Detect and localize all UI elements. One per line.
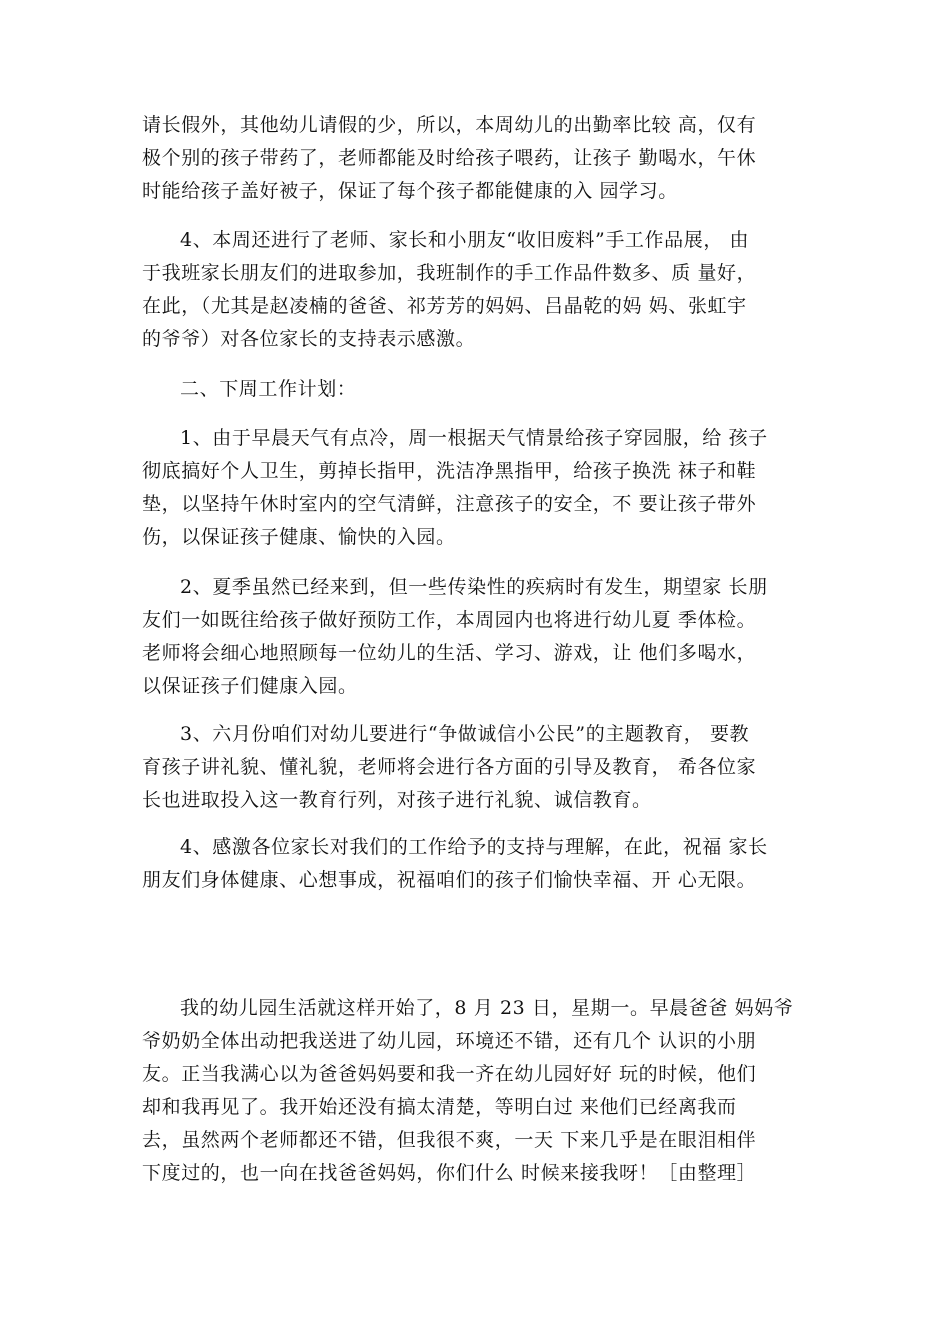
section-heading-next-week-plan: [142, 373, 832, 406]
text-line: 却和我再见了。我开始还没有搞太清楚，等明白过 来他们已经离我而: [142, 1096, 737, 1118]
text-line: 伤，以保证孩子健康、愉快的入园。: [142, 526, 456, 548]
text-line: 我的幼儿园生活就这样开始了，8 月 23 日，星期一。早晨爸爸 妈妈爷: [180, 997, 794, 1019]
paragraph-handicraft-exhibition: [142, 224, 832, 356]
text-line: 时能给孩子盖好被子，保证了每个孩子都能健康的入 园学习。: [142, 180, 678, 202]
paragraph-plan-item-4: [142, 831, 832, 897]
text-line: 请长假外，其他幼儿请假的少，所以，本周幼儿的出勤率比较 高，仅有: [142, 114, 757, 136]
text-line: 长也进取投入这一教育行列，对孩子进行礼貌、诚信教育。: [142, 789, 652, 811]
text-line: 爷奶奶全体出动把我送进了幼儿园，环境还不错，还有几个 认识的小朋: [142, 1030, 757, 1052]
text-line: 下度过的，也一向在找爸爸妈妈，你们什么 时候来接我呀！［由整理］: [142, 1162, 757, 1184]
text-line: 以保证孩子们健康入园。: [142, 675, 358, 697]
text-line: 在此，（尤其是赵凌楠的爸爸、祁芳芳的妈妈、吕晶乾的妈 妈、张虹宇: [142, 295, 747, 317]
text-line: 2、夏季虽然已经来到，但一些传染性的疾病时有发生，期望家 长朋: [180, 576, 768, 598]
text-line: 垫，以坚持午休时室内的空气清鲜，注意孩子的安全，不 要让孩子带外: [142, 493, 757, 515]
paragraph-plan-item-3: [142, 718, 832, 817]
text-line: 极个别的孩子带药了，老师都能及时给孩子喂药，让孩子 勤喝水，午休: [142, 147, 757, 169]
text-line: 友们一如既往给孩子做好预防工作，本周园内也将进行幼儿夏 季体检。: [142, 609, 757, 631]
paragraph-kindergarten-diary: [142, 992, 832, 1190]
text-line: 1、由于早晨天气有点冷，周一根据天气情景给孩子穿园服，给 孩子: [180, 427, 768, 449]
text-line: 的爷爷）对各位家长的支持表示感激。: [142, 328, 476, 350]
paragraph-attendance-continued: [142, 109, 832, 208]
text-line: 于我班家长朋友们的进取参加，我班制作的手工作品件数多、质 量好，: [142, 262, 757, 284]
text-line: 友。正当我满心以为爸爸妈妈要和我一齐在幼儿园好好 玩的时候，他们: [142, 1063, 757, 1085]
text-line: 4、感激各位家长对我们的工作给予的支持与理解，在此，祝福 家长: [180, 836, 768, 858]
text-line: 老师将会细心地照顾每一位幼儿的生活、学习、游戏，让 他们多喝水，: [142, 642, 757, 664]
text-line: 4、本周还进行了老师、家长和小朋友“收旧废料”手工作品展， 由: [180, 229, 750, 251]
paragraph-plan-item-2: [142, 571, 832, 703]
text-line: 朋友们身体健康、心想事成，祝福咱们的孩子们愉快幸福、开 心无限。: [142, 869, 757, 891]
text-line: 二、下周工作计划：: [180, 378, 357, 400]
text-line: 彻底搞好个人卫生，剪掉长指甲，洗洁净黑指甲，给孩子换洗 袜子和鞋: [142, 460, 757, 482]
paragraph-plan-item-1: [142, 422, 832, 554]
text-line: 育孩子讲礼貌、懂礼貌，老师将会进行各方面的引导及教育， 希各位家: [142, 756, 757, 778]
text-line: 3、六月份咱们对幼儿要进行“争做诚信小公民”的主题教育， 要教: [180, 723, 750, 745]
text-line: 去，虽然两个老师都还不错，但我很不爽，一天 下来几乎是在眼泪相伴: [142, 1129, 757, 1151]
